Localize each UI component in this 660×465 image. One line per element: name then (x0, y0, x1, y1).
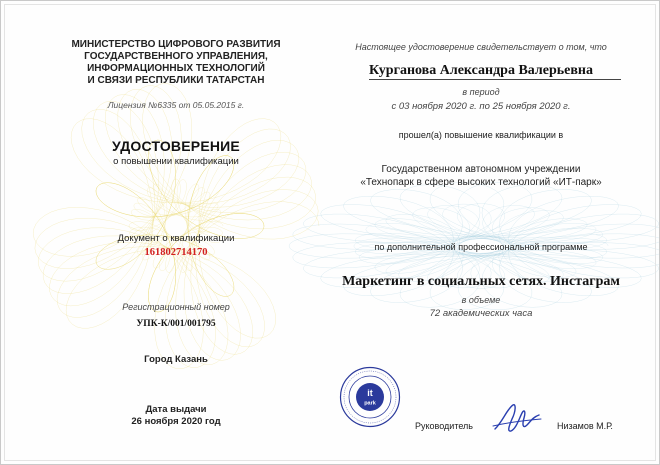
head-name: Низамов М.Р. (557, 421, 613, 431)
reg-label: Регистрационный номер (122, 302, 230, 312)
volume-label: в объеме (461, 295, 501, 305)
ministry-line-3: ИНФОРМАЦИОННЫХ ТЕХНОЛОГИЙ (87, 63, 265, 74)
name-underline (369, 79, 621, 80)
issue-label: Дата выдачи (145, 404, 207, 415)
left-panel (41, 1, 311, 465)
institution-line-1: Государственном автономном учреждении (381, 164, 581, 175)
ministry-line-2: ГОСУДАРСТВЕННОГО УПРАВЛЕНИЯ, (84, 51, 268, 62)
ministry-line-1: МИНИСТЕРСТВО ЦИФРОВОГО РАЗВИТИЯ (71, 39, 281, 50)
doc-label: Документ о квалификации (117, 233, 235, 244)
certificate-subtitle: о повышении квалификации (113, 156, 239, 167)
logo-bottom-text: park (364, 400, 376, 407)
signature (489, 399, 545, 437)
reg-number: УПК-К/001/001795 (136, 319, 216, 329)
ministry-line-4: И СВЯЗИ РЕСПУБЛИКИ ТАТАРСТАН (87, 75, 265, 86)
institution-line-2: «Технопарк в сфере высоких технологий «ИТ-парк» (360, 177, 602, 188)
program-label: по дополнительной профессиональной программе (374, 242, 588, 252)
head-label: Руководитель (415, 421, 473, 431)
it-park-seal (339, 366, 401, 428)
issue-date: 26 ноября 2020 год (131, 416, 221, 427)
passed-text: прошел(а) повышение квалификации в (398, 130, 564, 140)
license-text: Лицензия №6335 от 05.05.2015 г. (107, 100, 245, 110)
volume-hours: 72 академических часа (429, 308, 533, 319)
period-dates: с 03 ноября 2020 г. по 25 ноября 2020 г. (391, 101, 571, 112)
certificate-title: УДОСТОВЕРЕНИЕ (112, 138, 240, 154)
doc-number: 161802714170 (144, 247, 208, 258)
city: Город Казань (144, 354, 208, 365)
program-name: Маркетинг в социальных сетях. Инстаграм (342, 274, 620, 289)
period-label: в период (462, 87, 500, 97)
recipient-name: Курганова Александра Валерьевна (369, 63, 593, 78)
logo-top-text: it (367, 388, 373, 398)
intro-text: Настоящее удостоверение свидетельствует о том, что (355, 42, 607, 52)
